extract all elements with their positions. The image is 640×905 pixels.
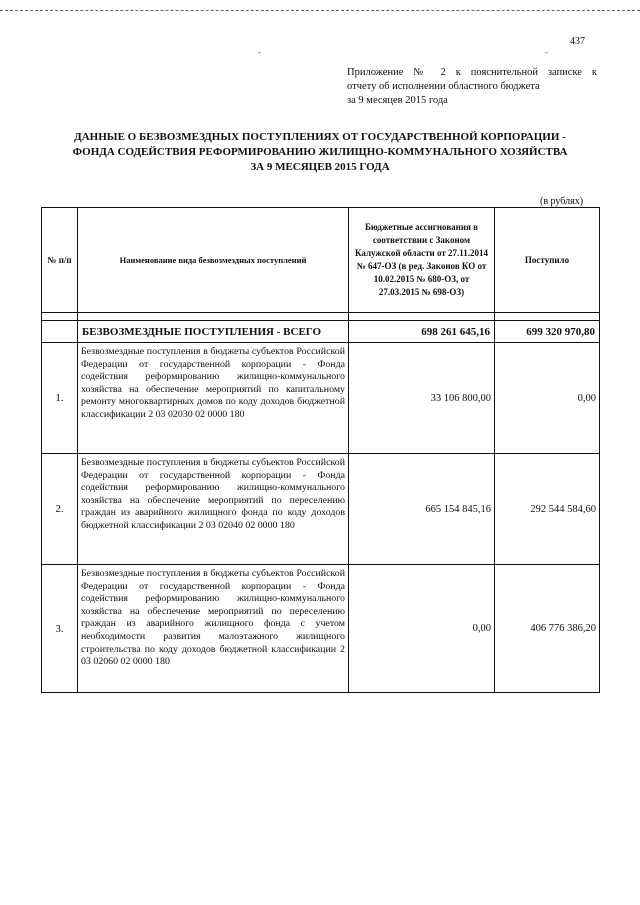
header-received: Поступило [495, 208, 600, 313]
scan-mark: - [545, 47, 548, 57]
appendix-line: отчету об исполнении областного бюджета [347, 81, 540, 92]
table-header-row [42, 208, 600, 313]
row-name: Безвозмездные поступления в бюджеты субъектов Российской Федерации от государственной корпорации - Фонда содействия реформированию жилищно-коммунального хозяйства на обеспечение мероприятий по капитальному ремонту многоквартирных домов по коду доходов бюджетной классификации 2 03 02030 02 0000 180 [78, 343, 349, 454]
scan-mark: - [258, 47, 261, 57]
row-received: 0,00 [495, 343, 600, 454]
row-number: 2. [42, 454, 78, 565]
table-total-row [42, 321, 600, 343]
table-row [42, 565, 600, 693]
row-allocations: 665 154 845,16 [349, 454, 495, 565]
header-number: № п/п [42, 208, 78, 313]
row-allocations: 0,00 [349, 565, 495, 693]
title-line: ФОНДА СОДЕЙСТВИЯ РЕФОРМИРОВАНИЮ ЖИЛИЩНО-КОММУНАЛЬНОГО ХОЗЯЙСТВА [72, 146, 568, 158]
row-allocations: 33 106 800,00 [349, 343, 495, 454]
header-allocations: Бюджетные ассигнования в соответствии с Законом Калужской области от 27.11.2014 № 647-ОЗ (в ред. Законов КО от 10.02.2015 № 680-ОЗ, от 27.03.2015 № 698-ОЗ) [349, 208, 495, 313]
scan-edge-line [0, 10, 640, 11]
title-line: ДАННЫЕ О БЕЗВОЗМЕЗДНЫХ ПОСТУПЛЕНИЯХ ОТ ГОСУДАРСТВЕННОЙ КОРПОРАЦИИ - [74, 131, 566, 143]
title-line: ЗА 9 МЕСЯЦЕВ 2015 ГОДА [250, 161, 390, 173]
appendix-line: Приложение № 2 к пояснительной записке к [347, 67, 597, 78]
row-received: 406 776 386,20 [495, 565, 600, 693]
document-title [40, 130, 600, 175]
header-name: Наименование вида безвозмездных поступлений [78, 208, 349, 313]
table-gap-row [42, 313, 600, 321]
total-received: 699 320 970,80 [495, 321, 600, 343]
row-number: 3. [42, 565, 78, 693]
table-row [42, 343, 600, 454]
row-name: Безвозмездные поступления в бюджеты субъектов Российской Федерации от государственной корпорации - Фонда содействия реформированию жилищно-коммунального хозяйства на обеспечение мероприятий по переселению граждан из аварийного жилищного фонда с учетом необходимости развития малоэтажного жилищного строительства по коду доходов бюджетной классификации 2 03 02060 02 0000 180 [78, 565, 349, 693]
total-name: БЕЗВОЗМЕЗДНЫЕ ПОСТУПЛЕНИЯ - ВСЕГО [78, 321, 349, 343]
page-number: 437 [570, 36, 585, 47]
appendix-note [347, 66, 597, 108]
row-received: 292 544 584,60 [495, 454, 600, 565]
row-name: Безвозмездные поступления в бюджеты субъектов Российской Федерации от государственной корпорации - Фонда содействия реформированию жилищно-коммунального хозяйства на обеспечение мероприятий по переселению граждан из аварийного жилищного фонда по коду доходов бюджетной классификации 2 03 02040 02 0000 180 [78, 454, 349, 565]
total-allocations: 698 261 645,16 [349, 321, 495, 343]
row-number: 1. [42, 343, 78, 454]
receipts-table [41, 207, 600, 693]
units-label: (в рублях) [540, 196, 584, 207]
table-row [42, 454, 600, 565]
appendix-line: за 9 месяцев 2015 года [347, 95, 448, 106]
